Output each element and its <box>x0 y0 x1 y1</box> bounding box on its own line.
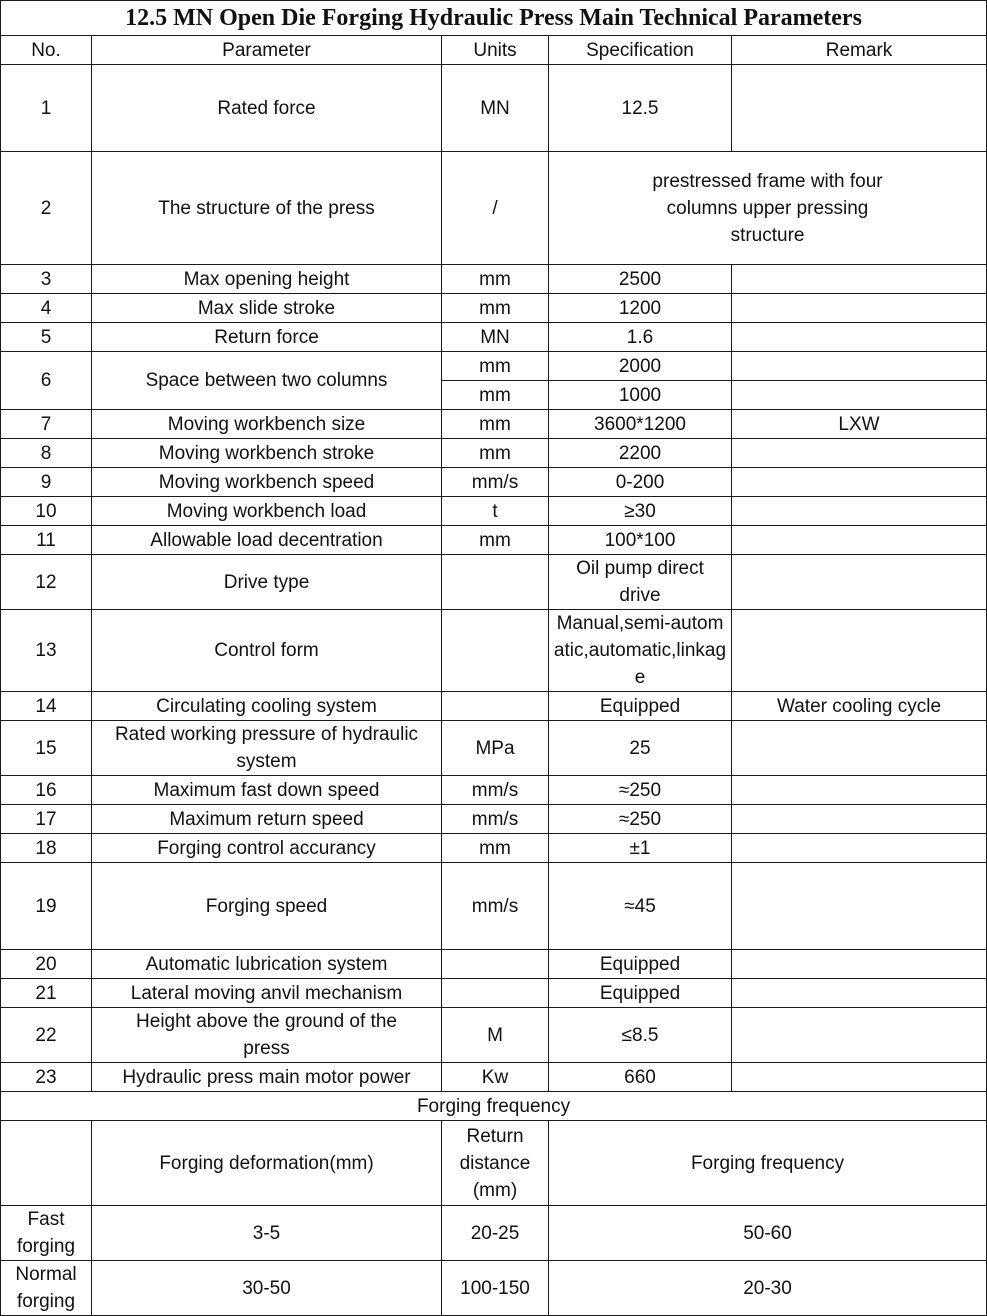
row-units: mm/s <box>442 776 549 805</box>
row-units: mm/s <box>442 468 549 497</box>
row-no: 22 <box>1 1008 92 1063</box>
row-no: 20 <box>1 950 92 979</box>
row-no: 9 <box>1 468 92 497</box>
row-spec: 2000 <box>549 352 732 381</box>
row-remark <box>732 323 987 352</box>
row-parameter: Space between two columns <box>92 352 442 410</box>
row-parameter: Maximum fast down speed <box>92 776 442 805</box>
table-row <box>1 410 987 439</box>
frequency-mode: Normal forging <box>1 1261 92 1316</box>
row-remark <box>732 265 987 294</box>
row-parameter: Height above the ground of the press <box>92 1008 442 1063</box>
row-no: 15 <box>1 721 92 776</box>
row-spec: 100*100 <box>549 526 732 555</box>
row-spec: 2200 <box>549 439 732 468</box>
table-row <box>1 834 987 863</box>
row-parameter: Drive type <box>92 555 442 610</box>
table-row <box>1 152 987 265</box>
row-spec: Oil pump direct drive <box>549 555 732 610</box>
row-units: mm/s <box>442 805 549 834</box>
row-spec: 1200 <box>549 294 732 323</box>
row-spec: 3600*1200 <box>549 410 732 439</box>
row-remark <box>732 352 987 381</box>
row-spec: Manual,semi-automatic,automatic,linkage <box>549 610 732 692</box>
row-no: 16 <box>1 776 92 805</box>
table-row <box>1 65 987 152</box>
row-no: 23 <box>1 1063 92 1092</box>
row-remark <box>732 1063 987 1092</box>
table-row <box>1 1008 987 1063</box>
table-row <box>1 323 987 352</box>
row-units: Kw <box>442 1063 549 1092</box>
row-no: 6 <box>1 352 92 410</box>
frequency-row <box>1 1206 987 1261</box>
row-no: 12 <box>1 555 92 610</box>
row-remark <box>732 497 987 526</box>
row-remark <box>732 65 987 152</box>
row-no: 14 <box>1 692 92 721</box>
row-units: mm <box>442 381 549 410</box>
table-row <box>1 352 987 381</box>
row-remark: LXW <box>732 410 987 439</box>
row-spec: ≤8.5 <box>549 1008 732 1063</box>
table-row <box>1 468 987 497</box>
header-units: Units <box>442 36 549 65</box>
row-no: 11 <box>1 526 92 555</box>
frequency-header-blank <box>1 1121 92 1206</box>
row-units: mm <box>442 294 549 323</box>
row-no: 21 <box>1 979 92 1008</box>
row-units: / <box>442 152 549 265</box>
row-parameter: Control form <box>92 610 442 692</box>
frequency-return-distance: 100-150 <box>442 1261 549 1316</box>
row-parameter: Rated working pressure of hydraulic system <box>92 721 442 776</box>
row-parameter: Forging control accurancy <box>92 834 442 863</box>
header-parameter: Parameter <box>92 36 442 65</box>
frequency-deformation: 30-50 <box>92 1261 442 1316</box>
table-row <box>1 265 987 294</box>
table-row <box>1 805 987 834</box>
frequency-row <box>1 1261 987 1316</box>
row-remark <box>732 863 987 950</box>
table-row <box>1 526 987 555</box>
row-parameter: Maximum return speed <box>92 805 442 834</box>
header-no: No. <box>1 36 92 65</box>
frequency-deformation: 3-5 <box>92 1206 442 1261</box>
table-row <box>1 979 987 1008</box>
header-remark: Remark <box>732 36 987 65</box>
row-parameter: Moving workbench size <box>92 410 442 439</box>
row-units: MN <box>442 323 549 352</box>
header-row <box>1 36 987 65</box>
row-no: 13 <box>1 610 92 692</box>
row-spec: ≈250 <box>549 805 732 834</box>
row-spec: ≈45 <box>549 863 732 950</box>
table-row <box>1 294 987 323</box>
table-title: 12.5 MN Open Die Forging Hydraulic Press Main Technical Parameters <box>1 1 987 36</box>
row-spec: Equipped <box>549 692 732 721</box>
row-units: mm <box>442 352 549 381</box>
row-no: 5 <box>1 323 92 352</box>
row-no: 8 <box>1 439 92 468</box>
row-parameter: Max slide stroke <box>92 294 442 323</box>
row-spec: 0-200 <box>549 468 732 497</box>
row-units <box>442 610 549 692</box>
row-units <box>442 692 549 721</box>
row-spec: ≥30 <box>549 497 732 526</box>
frequency-section-row <box>1 1092 987 1121</box>
row-spec: 1.6 <box>549 323 732 352</box>
row-remark <box>732 294 987 323</box>
table-row <box>1 863 987 950</box>
row-spec: prestressed frame with four columns upper pressing structure <box>549 152 987 265</box>
row-parameter: Forging speed <box>92 863 442 950</box>
row-units: MN <box>442 65 549 152</box>
row-remark <box>732 1008 987 1063</box>
row-parameter: Moving workbench speed <box>92 468 442 497</box>
row-remark <box>732 610 987 692</box>
row-remark <box>732 555 987 610</box>
row-spec: ≈250 <box>549 776 732 805</box>
row-units <box>442 555 549 610</box>
row-remark <box>732 526 987 555</box>
frequency-header-deformation: Forging deformation(mm) <box>92 1121 442 1206</box>
table-row <box>1 497 987 526</box>
row-units: mm <box>442 834 549 863</box>
table-row <box>1 610 987 692</box>
row-no: 17 <box>1 805 92 834</box>
row-units <box>442 979 549 1008</box>
frequency-header-frequency: Forging frequency <box>549 1121 987 1206</box>
table-row <box>1 950 987 979</box>
row-spec: 660 <box>549 1063 732 1092</box>
row-spec: Equipped <box>549 950 732 979</box>
row-remark <box>732 439 987 468</box>
row-units: mm <box>442 265 549 294</box>
row-parameter: Automatic lubrication system <box>92 950 442 979</box>
row-spec: Equipped <box>549 979 732 1008</box>
frequency-return-distance: 20-25 <box>442 1206 549 1261</box>
row-no: 10 <box>1 497 92 526</box>
row-remark <box>732 381 987 410</box>
row-no: 7 <box>1 410 92 439</box>
row-parameter: Moving workbench stroke <box>92 439 442 468</box>
row-units: M <box>442 1008 549 1063</box>
row-parameter: Hydraulic press main motor power <box>92 1063 442 1092</box>
row-units: mm <box>442 526 549 555</box>
table-row <box>1 439 987 468</box>
frequency-mode: Fast forging <box>1 1206 92 1261</box>
row-remark <box>732 979 987 1008</box>
table-row <box>1 1063 987 1092</box>
row-no: 19 <box>1 863 92 950</box>
frequency-value: 20-30 <box>549 1261 987 1316</box>
table-row <box>1 721 987 776</box>
frequency-value: 50-60 <box>549 1206 987 1261</box>
row-no: 2 <box>1 152 92 265</box>
row-no: 3 <box>1 265 92 294</box>
table-row <box>1 555 987 610</box>
row-spec: 12.5 <box>549 65 732 152</box>
row-parameter: Max opening height <box>92 265 442 294</box>
row-spec: 25 <box>549 721 732 776</box>
row-units <box>442 950 549 979</box>
row-no: 1 <box>1 65 92 152</box>
row-units: mm <box>442 439 549 468</box>
row-no: 18 <box>1 834 92 863</box>
row-parameter: Return force <box>92 323 442 352</box>
frequency-header-row <box>1 1121 987 1206</box>
row-remark <box>732 721 987 776</box>
row-parameter: Rated force <box>92 65 442 152</box>
row-units: mm/s <box>442 863 549 950</box>
frequency-header-return-distance: Return distance (mm) <box>442 1121 549 1206</box>
row-remark <box>732 805 987 834</box>
row-spec: 2500 <box>549 265 732 294</box>
table-row <box>1 692 987 721</box>
row-units: t <box>442 497 549 526</box>
row-units: MPa <box>442 721 549 776</box>
header-specification: Specification <box>549 36 732 65</box>
row-parameter: Circulating cooling system <box>92 692 442 721</box>
frequency-section-title: Forging frequency <box>1 1092 987 1121</box>
row-parameter: Moving workbench load <box>92 497 442 526</box>
row-spec: 1000 <box>549 381 732 410</box>
row-parameter: Lateral moving anvil mechanism <box>92 979 442 1008</box>
row-remark: Water cooling cycle <box>732 692 987 721</box>
row-remark <box>732 834 987 863</box>
row-remark <box>732 468 987 497</box>
row-units: mm <box>442 410 549 439</box>
row-remark <box>732 950 987 979</box>
row-spec: ±1 <box>549 834 732 863</box>
row-parameter: Allowable load decentration <box>92 526 442 555</box>
table-row <box>1 776 987 805</box>
row-remark <box>732 776 987 805</box>
row-no: 4 <box>1 294 92 323</box>
row-parameter: The structure of the press <box>92 152 442 265</box>
